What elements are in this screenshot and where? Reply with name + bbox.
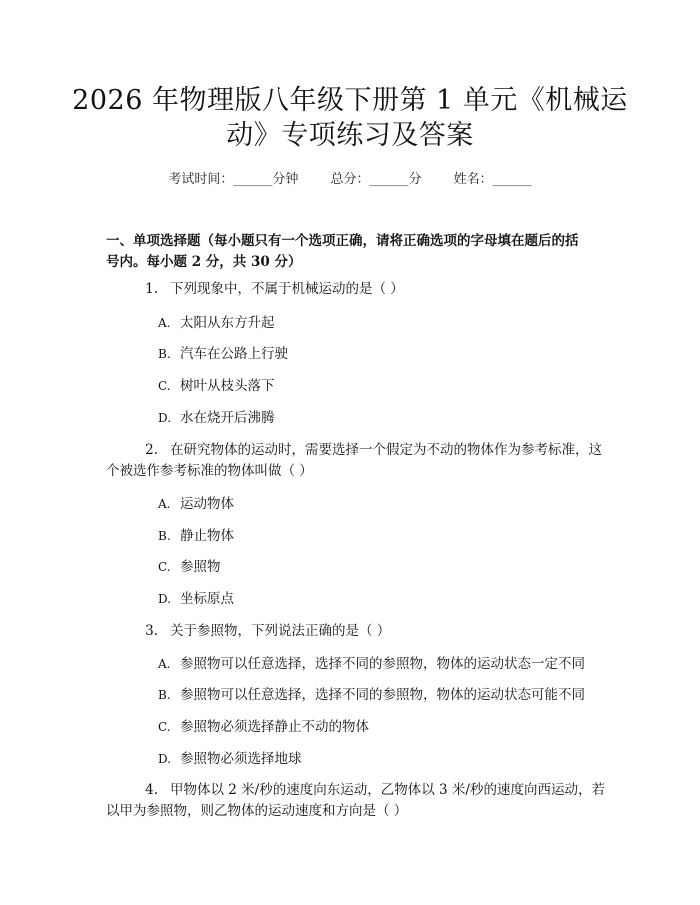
option-text: 树叶从枝头落下 xyxy=(180,378,275,394)
page-title-line-2: 动》专项练习及答案 xyxy=(226,120,474,151)
option-c xyxy=(158,376,598,396)
option-b xyxy=(158,526,598,546)
question-1 xyxy=(106,279,606,299)
option-letter: C. xyxy=(158,379,171,393)
option-letter: A. xyxy=(158,316,171,330)
section-heading-line-1: 一、单项选择题（每小题只有一个选项正确，请将正确选项的字母填在题后的括 xyxy=(106,233,579,249)
page-title-line-1: 2026 年物理版八年级下册第 1 单元《机械运 xyxy=(72,85,628,116)
exam-info xyxy=(0,168,700,187)
option-b xyxy=(158,344,598,364)
option-d xyxy=(158,408,598,428)
option-a xyxy=(158,313,598,333)
question-number: 4. xyxy=(145,782,158,798)
option-a xyxy=(158,494,598,514)
option-letter: A. xyxy=(158,657,171,671)
question-text: 在研究物体的运动时，需要选择一个假定为不动的物体作为参考标准，这 xyxy=(170,442,602,458)
question-3 xyxy=(106,621,606,641)
option-text: 参照物可以任意选择，选择不同的参照物，物体的运动状态可能不同 xyxy=(180,687,585,703)
question-number: 3. xyxy=(145,623,158,639)
option-letter: D. xyxy=(158,411,172,425)
question-text: 甲物体以 2 米/秒的速度向东运动，乙物体以 3 米/秒的速度向西运动，若 xyxy=(170,782,605,798)
option-text: 参照物 xyxy=(180,559,221,575)
question-number: 1. xyxy=(145,281,158,297)
question-4 xyxy=(106,780,606,800)
option-c xyxy=(158,557,598,577)
option-letter: B. xyxy=(158,688,171,702)
question-text: 关于参照物，下列说法正确的是（ ） xyxy=(170,623,391,639)
option-c xyxy=(158,717,598,737)
question-2 xyxy=(106,440,606,460)
student-name-field: 姓名：______ xyxy=(453,172,532,187)
option-text: 坐标原点 xyxy=(180,591,234,607)
option-d xyxy=(158,589,598,609)
question-number: 2. xyxy=(145,442,158,458)
question-2-continuation: 个被选作参考标准的物体叫做（ ） xyxy=(106,463,313,479)
option-letter: B. xyxy=(158,529,171,543)
question-text: 下列现象中，不属于机械运动的是（ ） xyxy=(170,281,404,297)
option-letter: B. xyxy=(158,347,171,361)
option-letter: C. xyxy=(158,720,171,734)
option-text: 参照物必须选择静止不动的物体 xyxy=(180,719,369,735)
total-score-field: 总分：______分 xyxy=(330,172,422,187)
option-letter: A. xyxy=(158,497,171,511)
option-text: 运动物体 xyxy=(180,496,234,512)
option-text: 太阳从东方升起 xyxy=(180,315,275,331)
question-4-continuation: 以甲为参照物，则乙物体的运动速度和方向是（ ） xyxy=(106,803,408,819)
option-text: 参照物必须选择地球 xyxy=(180,751,302,767)
option-text: 水在烧开后沸腾 xyxy=(180,410,275,426)
option-letter: D. xyxy=(158,592,172,606)
exam-time-field: 考试时间：______分钟 xyxy=(168,172,299,187)
option-letter: D. xyxy=(158,752,172,766)
option-text: 参照物可以任意选择，选择不同的参照物，物体的运动状态一定不同 xyxy=(180,656,585,672)
option-a xyxy=(158,654,598,674)
option-b xyxy=(158,685,598,705)
section-heading-line-2: 号内。每小题 2 分，共 30 分） xyxy=(106,254,302,270)
option-text: 静止物体 xyxy=(180,528,234,544)
option-d xyxy=(158,749,598,769)
option-text: 汽车在公路上行驶 xyxy=(180,346,288,362)
option-letter: C. xyxy=(158,560,171,574)
